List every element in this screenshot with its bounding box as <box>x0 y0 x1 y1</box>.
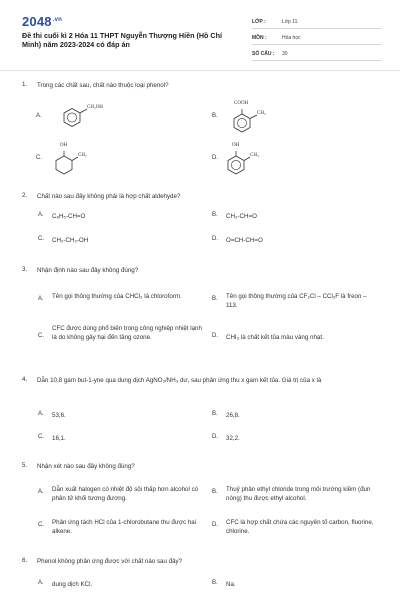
q6-option-b[interactable] <box>212 580 236 589</box>
page-header <box>0 0 400 64</box>
meta-row-class <box>252 15 382 29</box>
option-letter: D. <box>212 434 218 440</box>
methylbenzoic-acid-structure <box>226 99 286 135</box>
option-letter: B. <box>212 212 218 218</box>
q4-option-b[interactable] <box>212 411 240 420</box>
q5-option-c[interactable] <box>38 518 206 536</box>
option-text: Dẫn xuất halogen có nhiệt độ sôi thấp hơn alcohol có phân tử khối tương đương. <box>52 486 199 502</box>
site-logo[interactable]: $2048^{.vn}$ <box>22 14 63 29</box>
question-6 <box>22 557 382 566</box>
q3-option-b[interactable] <box>212 292 384 310</box>
question-stem: Trong các chất sau, chất nào thuộc loại phenol? <box>37 82 169 89</box>
option-text: CHI₃ là chất kết tủa màu vàng nhạt. <box>226 334 324 341</box>
question-stem: Chất nào sau đây không phải là hợp chất aldehyde? <box>37 193 181 200</box>
meta-label: LỚP : <box>252 18 266 25</box>
q4-option-d[interactable] <box>212 434 240 443</box>
q5-option-a[interactable] <box>38 485 206 503</box>
q4-option-c[interactable] <box>38 434 66 443</box>
q3-option-a[interactable] <box>38 292 200 302</box>
option-letter: C. <box>38 522 44 528</box>
question-2 <box>22 192 382 201</box>
methylphenol-structure <box>224 142 284 176</box>
meta-label: MÔN : <box>252 34 267 41</box>
q2-option-c[interactable] <box>38 236 88 245</box>
option-letter: A. <box>38 212 44 218</box>
option-letter: D. <box>212 155 218 161</box>
q1-option-a[interactable] <box>36 113 50 119</box>
question-3 <box>22 266 382 275</box>
option-text: 32,2. <box>226 435 240 442</box>
question-number: 3. <box>22 266 28 273</box>
option-text: 16,1. <box>52 435 66 442</box>
option-text: Phản ứng tách HCl của 1-chlorobutane thu được hai alkene. <box>52 519 197 535</box>
question-number: 2. <box>22 192 28 199</box>
question-number: 4. <box>22 376 28 383</box>
exam-meta <box>252 15 382 63</box>
question-number: 6. <box>22 557 28 564</box>
meta-row-count <box>252 47 382 61</box>
option-text: C₆H₅-CH=O <box>52 213 86 220</box>
header-divider <box>0 70 400 71</box>
meta-value: Hóa học <box>282 34 301 41</box>
substituent-label: CH₃ <box>257 111 266 116</box>
option-letter: C. <box>38 333 44 339</box>
meta-row-subject <box>252 31 382 45</box>
page-title: Đề thi cuối kì 2 Hóa 11 THPT Nguyễn Thượng Hiền (Hồ Chí Minh) năm 2023-2024 có đáp án <box>22 31 222 49</box>
benzene-ring-icon <box>55 104 115 134</box>
q2-option-d[interactable] <box>212 236 263 245</box>
q1-option-b[interactable] <box>212 113 226 119</box>
q3-option-c[interactable] <box>38 324 208 342</box>
option-text: dung dịch KCl. <box>52 581 93 588</box>
option-letter: D. <box>212 236 218 242</box>
option-text: Tên gọi thông thường của CHCl₃ là chloroform. <box>52 293 182 300</box>
q4-option-a[interactable] <box>38 411 66 420</box>
option-text: Tên gọi thông thường của CF₂Cl – CCl₂F là freon – 113. <box>226 293 367 309</box>
option-text: O=CH-CH=O <box>226 237 263 244</box>
option-letter: B. <box>212 489 218 495</box>
option-letter: B. <box>212 580 218 586</box>
option-text: 53,6. <box>52 412 66 419</box>
option-letter: B. <box>212 113 218 119</box>
q6-option-a[interactable] <box>38 580 92 589</box>
option-letter: D. <box>212 333 218 339</box>
meta-value: Lớp 11 <box>282 18 298 25</box>
option-letter: B. <box>212 296 218 302</box>
option-letter: A. <box>38 489 44 495</box>
option-letter: B. <box>212 411 218 417</box>
option-text: 26,8. <box>226 412 240 419</box>
substituent-label: OH <box>232 143 240 148</box>
option-letter: A. <box>36 113 42 119</box>
substituent-label: OH <box>60 143 68 148</box>
substituent-label: CH₂OH <box>87 105 103 110</box>
meta-label: SỐ CÂU : <box>252 50 275 57</box>
q5-option-b[interactable] <box>212 485 384 503</box>
methylcyclohexanol-structure <box>52 142 112 176</box>
substituent-label: CH₃ <box>250 153 259 158</box>
substituent-label: COOH <box>234 101 249 106</box>
question-number: 1. <box>22 81 28 88</box>
option-letter: A. <box>38 580 44 586</box>
question-stem: Nhận định nào sau đây không đúng? <box>37 267 139 274</box>
question-stem: Dẫn 10,8 gam but-1-yne qua dung dịch AgNO₃/NH₃ dư, sau phản ứng thu x gam kết tủa. Giá trị của x là <box>37 377 322 384</box>
option-letter: C. <box>38 236 44 242</box>
option-text: Thuỷ phân ethyl chloride trong môi trường kiềm (đun nóng) thu được ethyl alcohol. <box>226 486 371 502</box>
question-1 <box>22 81 382 90</box>
question-5 <box>22 462 382 471</box>
benzyl-alcohol-structure <box>55 104 115 134</box>
question-number: 5. <box>22 462 28 469</box>
option-letter: D. <box>212 522 218 528</box>
option-text: CH₃-CH=O <box>226 213 257 220</box>
option-letter: A. <box>38 296 44 302</box>
q5-option-d[interactable] <box>212 518 384 536</box>
substituent-label: CH₃ <box>78 153 87 158</box>
question-stem: Phenol không phản ứng được với chất nào sau đây? <box>37 558 183 565</box>
question-4 <box>22 376 382 385</box>
option-letter: A. <box>38 411 44 417</box>
q2-option-b[interactable] <box>212 212 257 221</box>
option-text: Na. <box>226 581 236 588</box>
q2-option-a[interactable] <box>38 212 85 221</box>
q1-option-c[interactable] <box>36 155 50 161</box>
option-text: CFC là hợp chất chứa các nguyên tố carbon, fluorine, chlorine. <box>226 519 374 535</box>
option-text: CH₃-CH₂-OH <box>52 237 89 244</box>
q3-option-d[interactable] <box>212 333 324 342</box>
option-text: CFC được dùng phổ biến trong công nghiệp nhiệt lạnh là do không gây hại đến tầng ozone. <box>52 325 202 341</box>
meta-value: 30 <box>282 50 288 57</box>
option-letter: C. <box>36 155 42 161</box>
question-stem: Nhận xét nào sau đây không đúng? <box>37 463 135 470</box>
option-letter: C. <box>38 434 44 440</box>
